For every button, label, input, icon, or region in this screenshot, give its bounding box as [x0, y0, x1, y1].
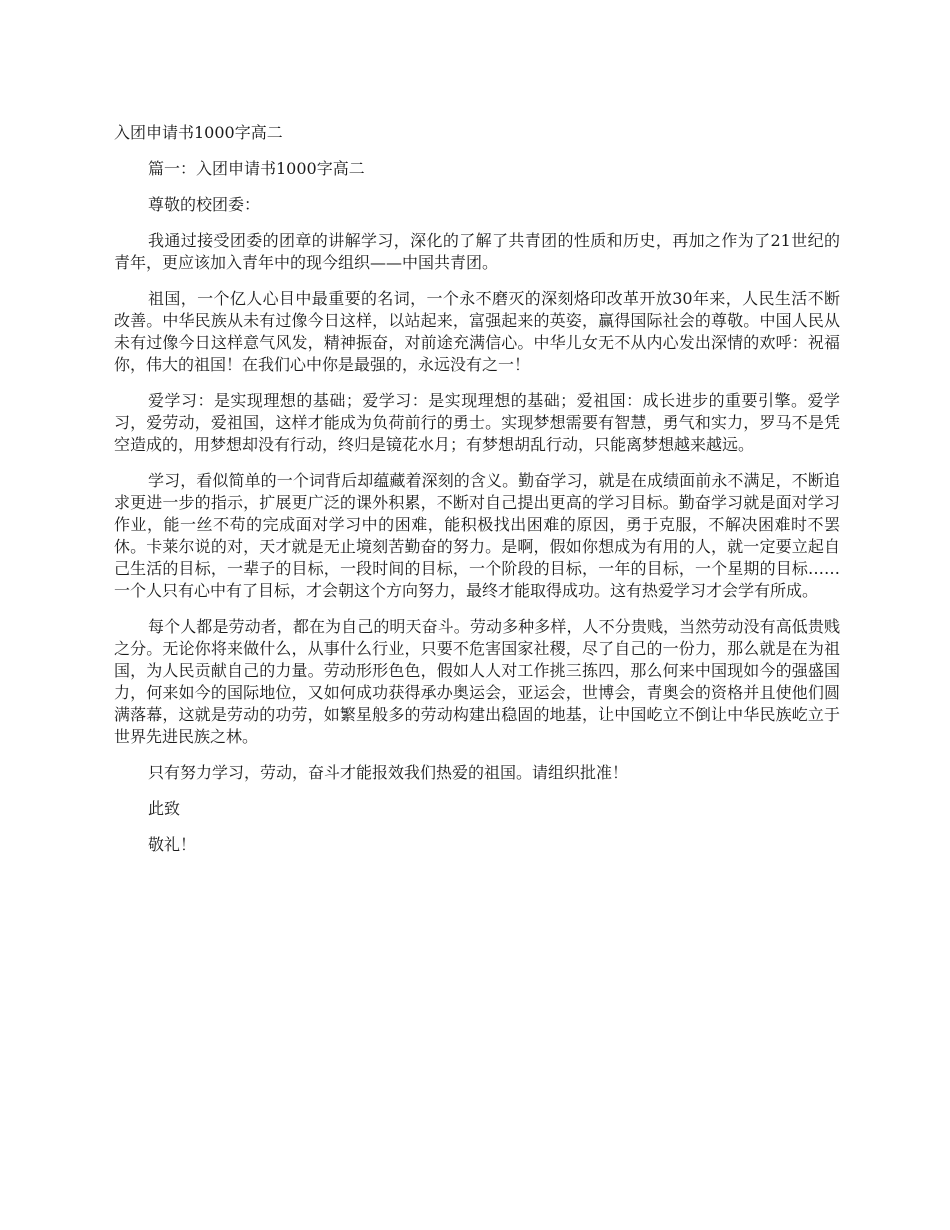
- body-paragraph-5: 每个人都是劳动者，都在为自己的明天奋斗。劳动多种多样，人不分贵贱，当然劳动没有高低贵贱之分。无论你将来做什么，从事什么行业，只要不危害国家社稷，尽了自己的一份力，那么就是在为祖国，为人民贡献自己的力量。劳动形形色色，假如人人对工作挑三拣四，那么何来中国现如今的强盛国力，何来如今的国际地位，又如何成功获得承办奥运会，亚运会，世博会，青奥会的资格并且使他们圆满落幕，这就是劳动的功劳，如繁星般多的劳动构建出稳固的地基，让中国屹立不倒让中华民族屹立于世界先进民族之林。: [114, 617, 840, 746]
- body-paragraph-1: 我通过接受团委的团章的讲解学习，深化的了解了共青团的性质和历史，再加之作为了21世纪的青年，更应该加入青年中的现今组织——中国共青团。: [114, 231, 840, 272]
- salutation: 尊敬的校团委：: [148, 195, 261, 214]
- document-page: [114, 122, 840, 870]
- body-paragraph-3: 爱学习：是实现理想的基础；爱学习：是实现理想的基础；爱祖国：成长进步的重要引擎。爱学习，爱劳动，爱祖国，这样才能成为负荷前行的勇士。实现梦想需要有智慧，勇气和实力，罗马不是凭空造成的，用梦想却没有行动，终归是镜花水月；有梦想胡乱行动，只能离梦想越来越远。: [114, 391, 840, 454]
- closing-line: 此致: [148, 799, 181, 818]
- document-subtitle: 篇一：入团申请书1000字高二: [148, 159, 365, 178]
- body-paragraph-2: 祖国，一个亿人心目中最重要的名词，一个永不磨灭的深刻烙印改革开放30年来，人民生活不断改善。中华民族从未有过像今日这样，以站起来，富强起来的英姿，赢得国际社会的尊敬。中国人民从未有过像今日这样意气风发，精神振奋，对前途充满信心。中华儿女无不从内心发出深情的欢呼：祝福你，伟大的祖国！在我们心中你是最强的，永远没有之一！: [114, 289, 840, 374]
- regards-line: 敬礼！: [148, 835, 197, 854]
- document-title: 入团申请书1000字高二: [114, 123, 283, 142]
- body-paragraph-6: 只有努力学习，劳动，奋斗才能报效我们热爱的祖国。请组织批准！: [148, 763, 629, 782]
- body-paragraph-4: 学习，看似简单的一个词背后却蕴藏着深刻的含义。勤奋学习，就是在成绩面前永不满足，不断追求更进一步的指示，扩展更广泛的课外积累，不断对自己提出更高的学习目标。勤奋学习就是面对学习作业，能一丝不苟的完成面对学习中的困难，能积极找出困难的原因，勇于克服，不解决困难时不罢休。卡莱尔说的对，天才就是无止境刻苦勤奋的努力。是啊，假如你想成为有用的人，就一定要立起自己生活的目标，一辈子的目标，一段时间的目标，一个阶段的目标，一年的目标，一个星期的目标……一个人只有心中有了目标，才会朝这个方向努力，最终才能取得成功。这有热爱学习才会学有所成。: [114, 471, 840, 600]
